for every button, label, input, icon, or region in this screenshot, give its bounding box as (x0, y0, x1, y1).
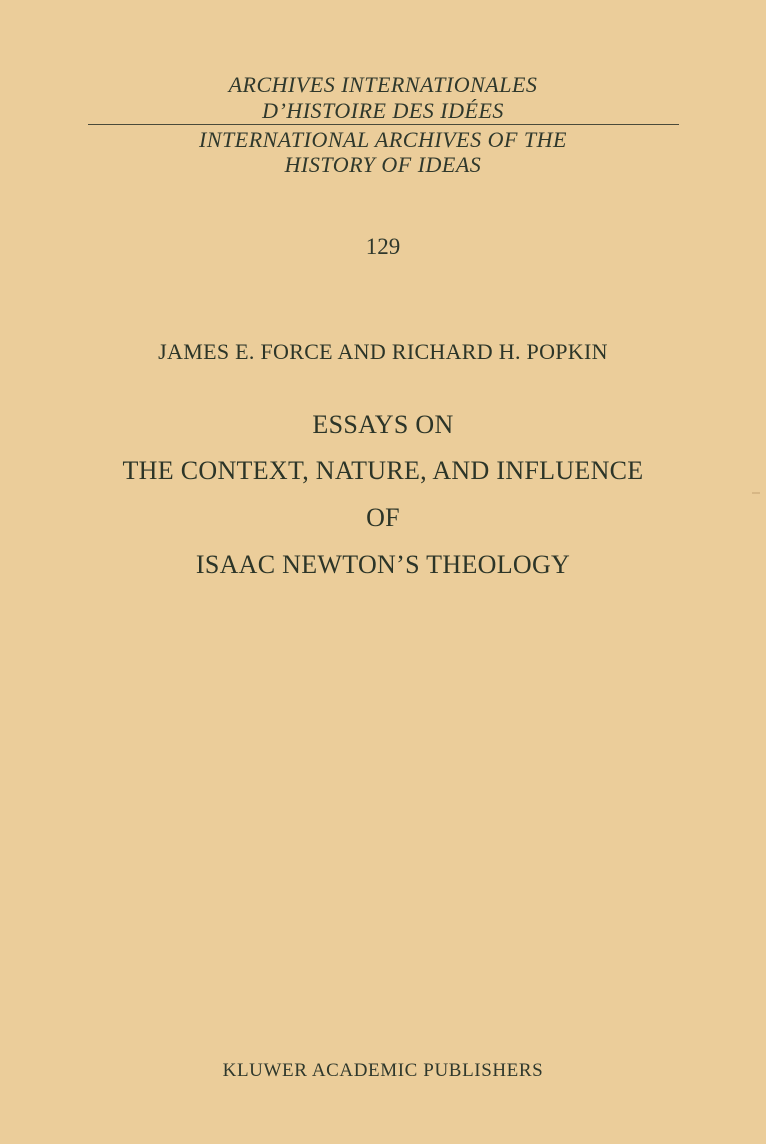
book-title-line3: OF (366, 503, 400, 532)
series-divider-rule (88, 124, 679, 125)
series-title-english-line1: INTERNATIONAL ARCHIVES OF THE (199, 127, 567, 152)
volume-number: 129 (365, 234, 401, 259)
author-names: JAMES E. FORCE AND RICHARD H. POPKIN (158, 339, 608, 364)
book-title-line1: ESSAYS ON (312, 410, 454, 439)
series-title-french-line1: ARCHIVES INTERNATIONALES (228, 72, 538, 97)
book-title-line2: THE CONTEXT, NATURE, AND INFLUENCE (122, 456, 644, 485)
paper-edge-mark (752, 492, 760, 494)
book-title-line4: ISAAC NEWTON’S THEOLOGY (195, 550, 571, 579)
publisher-name: KLUWER ACADEMIC PUBLISHERS (222, 1060, 544, 1081)
series-title-english-line2: HISTORY OF IDEAS (284, 152, 482, 177)
series-title-french-line2: D’HISTOIRE DES IDÉES (262, 98, 504, 123)
